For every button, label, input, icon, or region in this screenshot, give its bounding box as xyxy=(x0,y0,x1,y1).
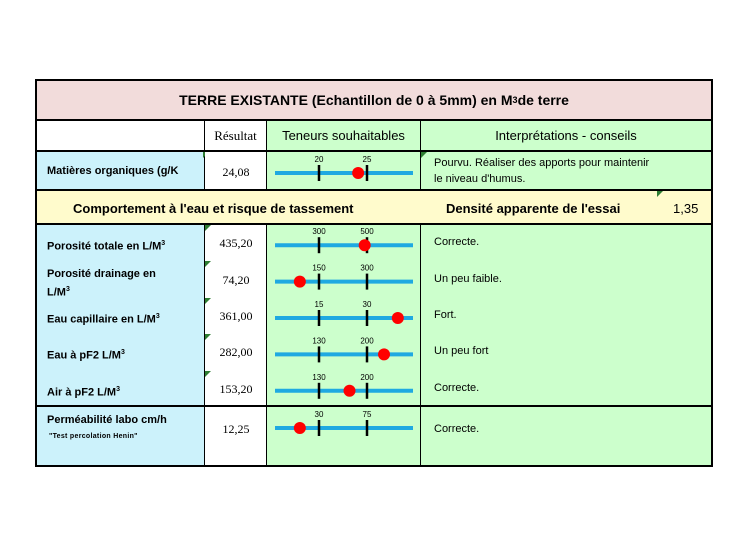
param-interp: Correcte. xyxy=(434,381,480,394)
params-gauge-col xyxy=(267,225,421,405)
gauge-value-dot xyxy=(392,312,404,324)
param-label-text: Eau à pF2 L/M xyxy=(47,349,121,362)
gauge-low-label: 130 xyxy=(312,372,326,382)
param-label xyxy=(47,345,125,364)
gauge-high-label: 25 xyxy=(362,155,372,164)
param-label xyxy=(47,382,120,401)
param-label-text: Eau capillaire en L/M xyxy=(47,313,156,326)
permeability-label-cell xyxy=(37,407,205,465)
param-result: 361,00 xyxy=(219,309,253,323)
gauge-low-label: 130 xyxy=(312,336,326,346)
param-interp: Un peu fort xyxy=(434,345,489,358)
comment-marker-icon xyxy=(205,334,211,340)
param-result: 435,20 xyxy=(219,236,253,251)
organic-label-cell xyxy=(37,152,205,189)
density-label: Densité apparente de l'essai xyxy=(446,201,621,216)
gauge-value-dot xyxy=(378,348,390,360)
param-label-sup: 3 xyxy=(65,286,70,294)
gauge-high-label: 500 xyxy=(360,227,374,237)
param-label xyxy=(47,267,156,301)
gauge-low-label: 30 xyxy=(314,410,324,419)
gauge-value-dot xyxy=(359,239,371,251)
gauge-low-label: 20 xyxy=(314,155,324,164)
param-label xyxy=(47,236,165,255)
organic-interp-line2: le niveau d'humus. xyxy=(434,173,526,185)
gauge-high-label: 200 xyxy=(360,372,374,382)
gauge-low-label: 150 xyxy=(312,263,326,273)
param-interp: Un peu faible. xyxy=(434,272,502,285)
gauge-high-label: 200 xyxy=(360,336,374,346)
param-label-text: Porosité drainage en xyxy=(47,268,156,281)
param-label xyxy=(47,309,160,328)
param-label-sup: 3 xyxy=(120,349,125,357)
params-result-col xyxy=(205,225,267,405)
soil-analysis-table xyxy=(35,79,713,467)
section-band xyxy=(37,191,711,225)
params-gauges xyxy=(267,225,421,407)
organic-interp-cell xyxy=(421,152,711,189)
organic-gauge xyxy=(267,152,421,191)
gauge-low-label: 300 xyxy=(312,227,326,237)
param-result: 153,20 xyxy=(219,381,253,396)
permeability-interp: Correcte. xyxy=(434,423,480,435)
gauge-high-label: 30 xyxy=(362,300,372,309)
table-title xyxy=(37,81,711,121)
header-result: Résultat xyxy=(205,121,267,150)
gauge-low-label: 15 xyxy=(314,300,324,309)
title-suffix: de terre xyxy=(517,92,569,108)
gauge-high-label: 300 xyxy=(360,263,374,273)
permeability-gauge-cell xyxy=(267,407,421,465)
param-label-text-2: L/M xyxy=(47,287,66,300)
title-text: TERRE EXISTANTE (Echantillon de 0 à 5mm) en M xyxy=(179,92,513,108)
organic-result: 24,08 xyxy=(222,165,250,179)
comment-marker-icon xyxy=(205,225,211,231)
permeability-label: Perméabilité labo cm/h xyxy=(47,414,167,426)
density-value: 1,35 xyxy=(673,201,699,216)
organic-interp-line1: Pourvu. Réaliser des apports pour maintenir xyxy=(434,157,650,169)
permeability-result: 12,25 xyxy=(222,422,250,436)
permeability-result-cell xyxy=(205,407,267,465)
organic-gauge-cell xyxy=(267,152,421,189)
permeability-gauge xyxy=(267,407,421,465)
params-interp-col xyxy=(421,225,711,405)
comment-marker-icon xyxy=(205,261,211,267)
header-target: Teneurs souhaitables xyxy=(267,121,421,150)
organic-result-cell xyxy=(205,152,267,189)
param-result: 282,00 xyxy=(219,345,253,360)
gauge-value-dot xyxy=(344,385,356,397)
param-result: 74,20 xyxy=(222,272,250,287)
param-label-text: Porosité totale en L/M xyxy=(47,240,162,253)
gauge-value-dot xyxy=(294,276,306,288)
param-label-text: Air à pF2 L/M xyxy=(47,386,117,399)
param-interp: Fort. xyxy=(434,309,457,321)
header-interp: Interprétations - conseils xyxy=(421,121,711,150)
gauge-value-dot xyxy=(352,167,364,179)
permeability-row xyxy=(37,407,711,465)
organic-label: Matières organiques (g/K xyxy=(47,165,179,177)
header-empty xyxy=(37,121,205,150)
param-label-sup: 3 xyxy=(116,385,120,393)
organic-row xyxy=(37,152,711,191)
gauge-value-dot xyxy=(294,422,306,434)
params-block xyxy=(37,225,711,407)
comment-marker-icon xyxy=(205,371,211,377)
comment-marker-icon xyxy=(421,152,427,158)
gauge-high-label: 75 xyxy=(362,410,372,419)
title-sup: 3 xyxy=(512,95,518,105)
param-interp: Correcte. xyxy=(434,236,480,249)
header-row xyxy=(37,121,711,152)
param-label-sup: 3 xyxy=(155,312,160,320)
param-label-sup: 3 xyxy=(161,240,166,247)
params-label-col xyxy=(37,225,205,405)
comment-marker-icon xyxy=(657,191,663,197)
permeability-sublabel: "Test percolation Henin" xyxy=(49,433,138,440)
band-label: Comportement à l'eau et risque de tassement xyxy=(73,201,354,216)
permeability-interp-cell xyxy=(421,407,711,465)
comment-marker-icon xyxy=(205,298,211,304)
